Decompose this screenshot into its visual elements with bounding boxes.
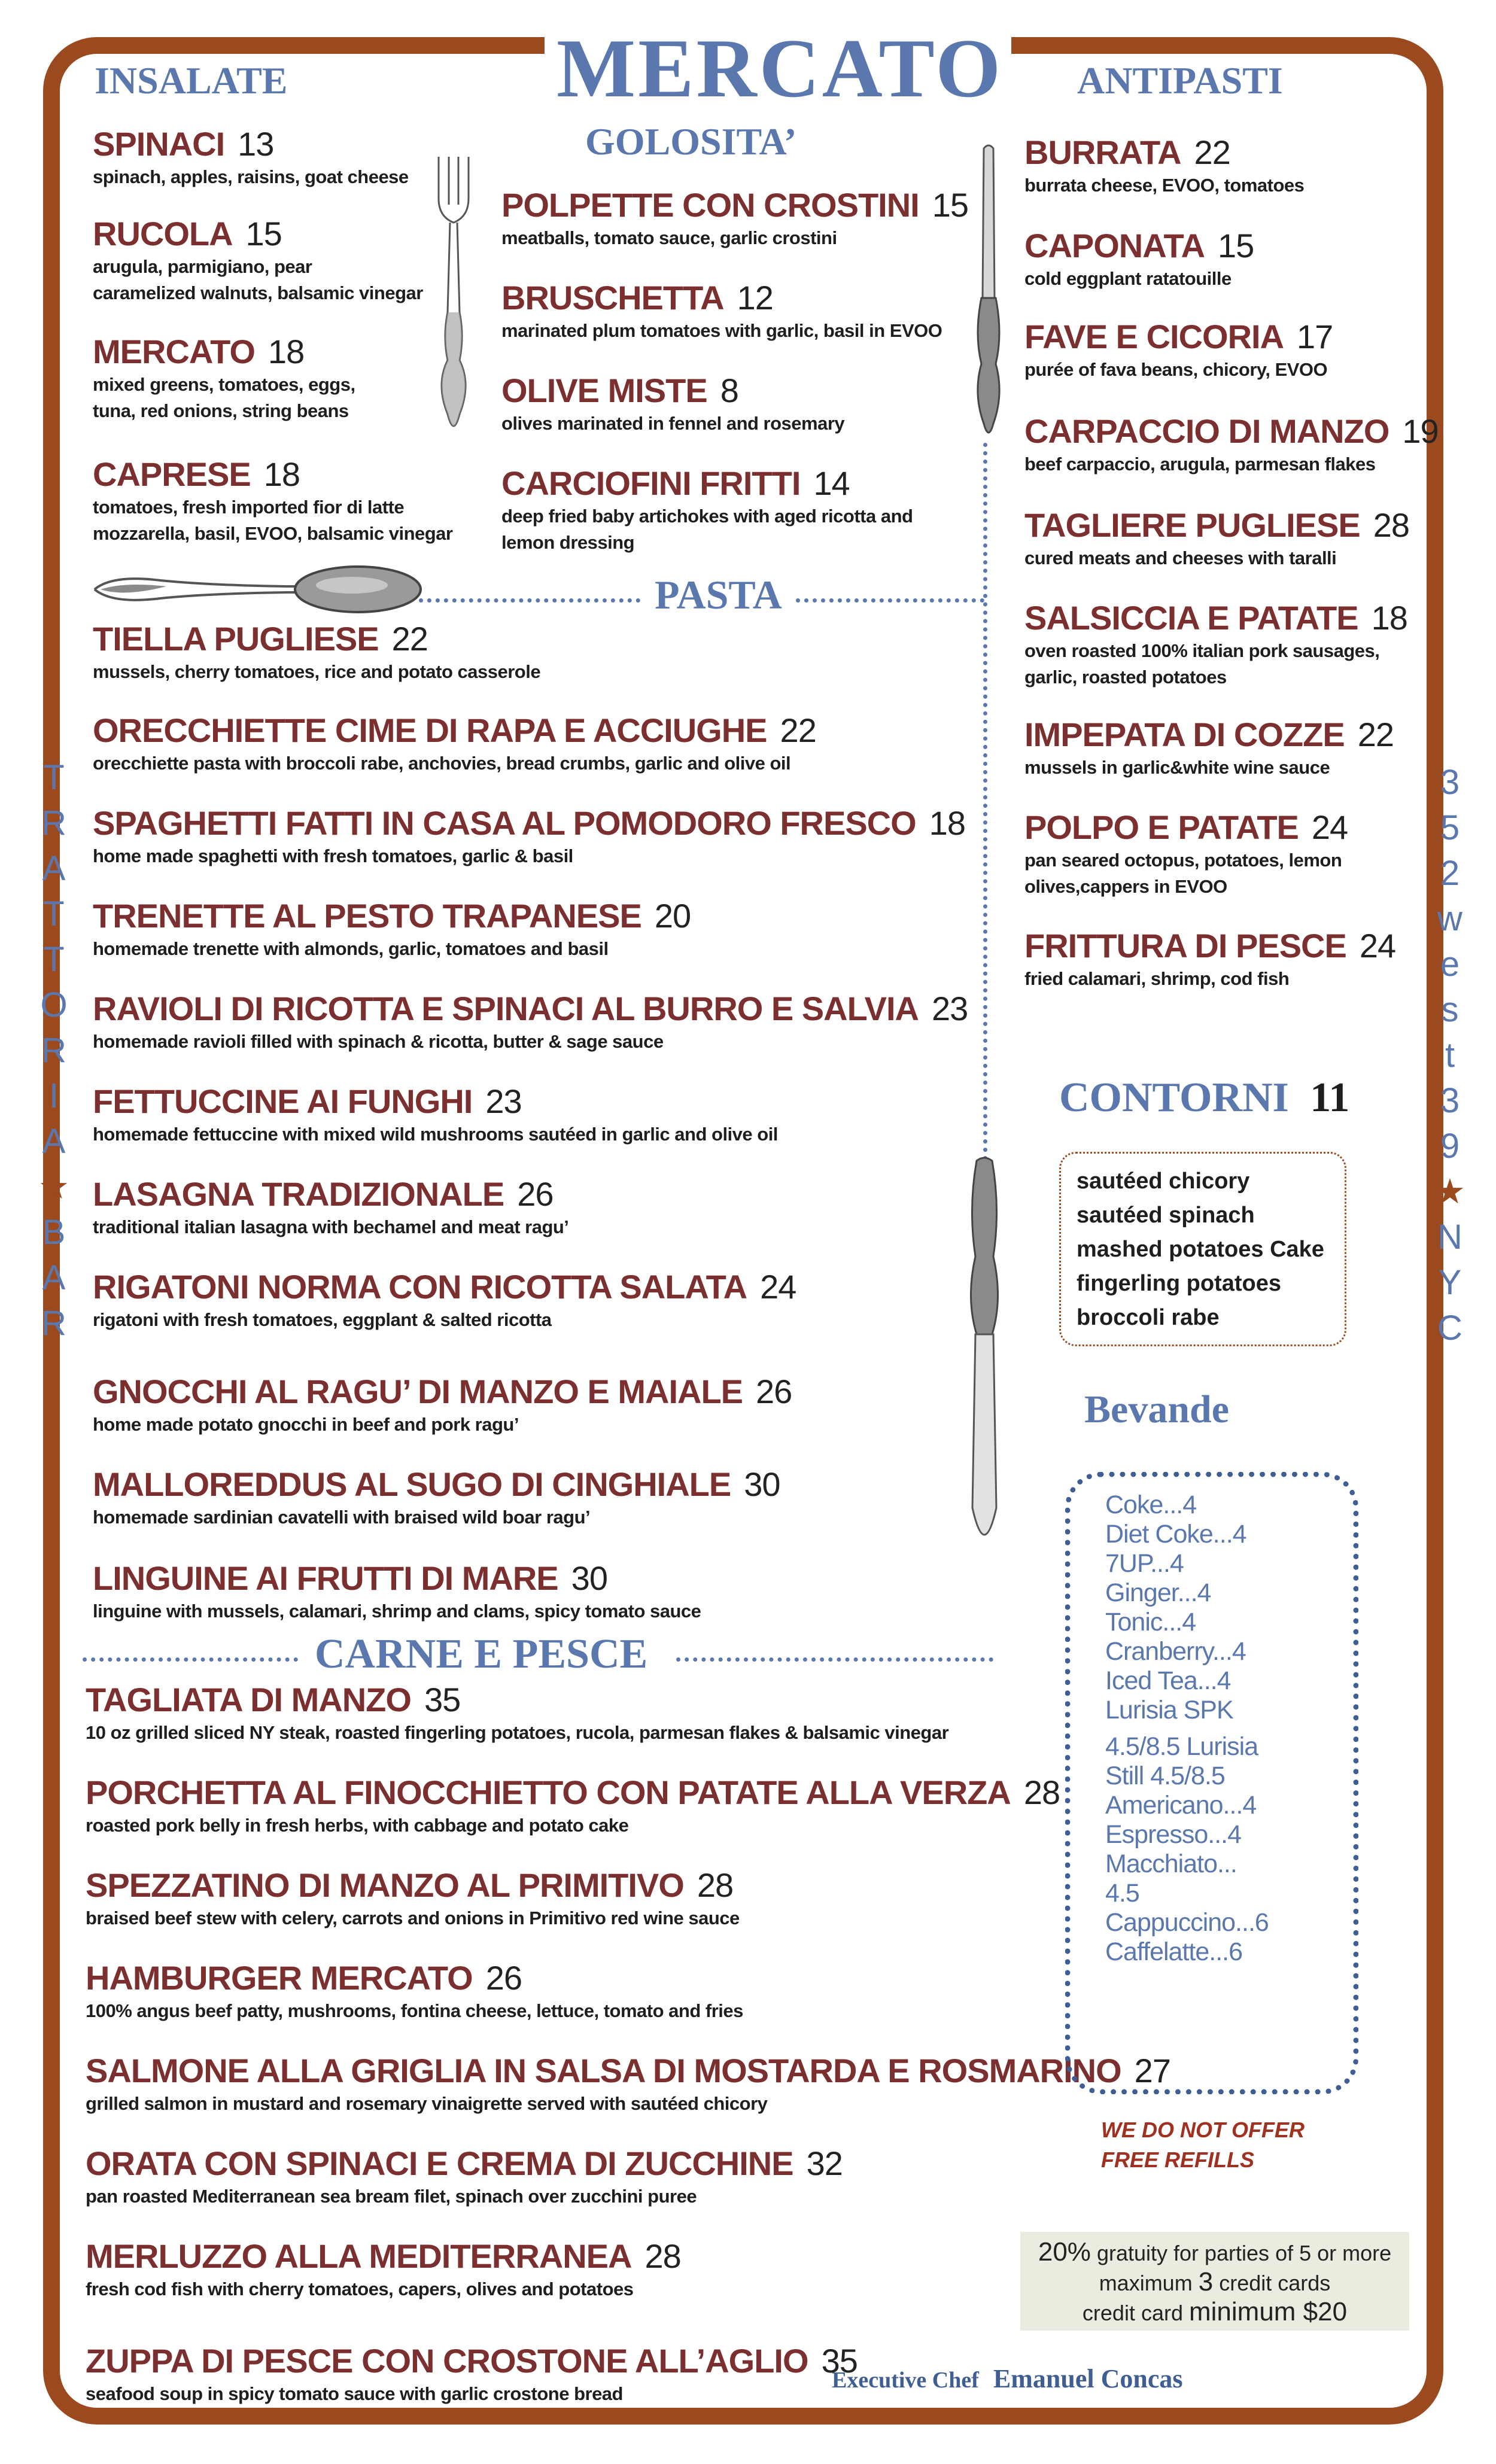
item-name — [93, 1267, 796, 1307]
contorno-item: sautéed spinach — [1077, 1203, 1255, 1228]
item-name-text: PORCHETTA AL FINOCCHIETTO CON PATATE ALLA VERZA — [86, 1774, 1011, 1811]
item-description: burrata cheese, EVOO, tomatoes — [1024, 175, 1305, 196]
item-name — [501, 278, 942, 318]
item-name — [93, 332, 355, 372]
item-price: 22 — [1357, 716, 1394, 753]
item-description: rigatoni with fresh tomatoes, eggplant & salted ricotta — [93, 1309, 552, 1330]
item-description: traditional italian lasagna with bechamel and meat ragu’ — [93, 1216, 569, 1237]
item-price: 22 — [391, 620, 428, 658]
item-name-text: SALSICCIA E PATATE — [1024, 599, 1358, 637]
item-price: 12 — [737, 279, 773, 317]
section-contorni — [1059, 1074, 1349, 1122]
side-letter: s — [1441, 990, 1459, 1029]
item-name — [86, 2144, 843, 2183]
menu-item — [1024, 412, 1439, 477]
menu-item — [93, 1559, 701, 1625]
menu-item — [93, 1082, 778, 1148]
menu-item — [86, 1866, 740, 1931]
bevanda-item: Cranberry...4 — [1105, 1637, 1246, 1666]
item-name — [501, 185, 968, 225]
item-price: 24 — [1311, 808, 1348, 846]
contorni-box — [1059, 1152, 1346, 1346]
side-letter: I — [48, 1076, 59, 1115]
chef-name: Emanuel Concas — [993, 2364, 1183, 2393]
item-name-text: POLPO E PATATE — [1024, 808, 1299, 846]
item-name-text: LASAGNA TRADIZIONALE — [93, 1175, 504, 1213]
side-letter: w — [1437, 899, 1462, 938]
item-price: 15 — [932, 186, 968, 224]
item-name-text: MALLOREDDUS AL SUGO DI CINGHIALE — [93, 1465, 731, 1503]
menu-item — [93, 896, 691, 962]
gratuity-percent: 20% — [1038, 2237, 1091, 2267]
side-letter: R — [41, 804, 66, 842]
menu-item — [86, 2051, 1170, 2117]
bevanda-item: Cappuccino...6 — [1105, 1908, 1269, 1937]
item-description: homemade ravioli filled with spinach & ricotta, butter & sage sauce — [93, 1031, 664, 1052]
menu-item — [501, 185, 968, 251]
item-price: 18 — [1371, 599, 1407, 637]
item-price: 26 — [485, 1959, 522, 1997]
item-name-text: FRITTURA DI PESCE — [1024, 927, 1346, 965]
bevanda-item: Caffelatte...6 — [1105, 1937, 1243, 1966]
item-name-text: LINGUINE AI FRUTTI DI MARE — [93, 1559, 558, 1597]
item-description: spinach, apples, raisins, goat cheese — [93, 166, 409, 187]
item-price: 15 — [245, 215, 282, 253]
refill-line: FREE REFILLS — [1101, 2147, 1255, 2172]
menu-item — [93, 124, 409, 190]
item-description: mussels, cherry tomatoes, rice and potato casserole — [93, 661, 541, 682]
item-description: fresh cod fish with cherry tomatoes, capers, olives and potatoes — [86, 2279, 634, 2299]
side-letter: B — [42, 1213, 66, 1252]
item-name — [1024, 317, 1333, 357]
item-description: oven roasted 100% italian pork sausages, garlic, roasted potatoes — [1024, 640, 1380, 688]
side-letter: T — [43, 940, 65, 979]
item-name — [93, 455, 452, 494]
menu-item — [86, 1680, 948, 1746]
side-letter: R — [41, 1304, 66, 1343]
item-name — [93, 896, 691, 936]
item-price: 35 — [424, 1681, 461, 1718]
menu-item — [93, 455, 452, 547]
menu-item — [93, 1267, 796, 1333]
item-description: marinated plum tomatoes with garlic, basil in EVOO — [501, 320, 942, 341]
item-description: pan seared octopus, potatoes, lemon olives,cappers in EVOO — [1024, 850, 1342, 897]
item-name-text: TIELLA PUGLIESE — [93, 620, 379, 658]
item-price: 18 — [267, 333, 305, 370]
item-name-text: CARCIOFINI FRITTI — [501, 464, 801, 502]
item-name-text: CARPACCIO DI MANZO — [1024, 412, 1389, 450]
menu-item — [93, 619, 540, 685]
item-description: cold eggplant ratatouille — [1024, 268, 1232, 289]
contorno-item: fingerling potatoes — [1077, 1271, 1281, 1296]
bevanda-item: Espresso...4 — [1105, 1820, 1241, 1849]
item-name — [93, 1175, 568, 1214]
item-price: 17 — [1297, 318, 1333, 355]
item-description: mixed greens, tomatoes, eggs, tuna, red onions, string beans — [93, 374, 355, 421]
item-price: 20 — [654, 897, 691, 935]
side-letter: T — [43, 895, 65, 933]
item-name — [93, 214, 423, 254]
item-name-text: MERCATO — [93, 333, 255, 370]
knife-illustration-bottom — [951, 1155, 1017, 1562]
menu-item — [86, 1958, 743, 2024]
vertical-divider — [983, 443, 987, 1161]
credit-card-max-label: maximum — [1099, 2271, 1193, 2295]
item-name-text: SPEZZATINO DI MANZO AL PRIMITIVO — [86, 1866, 684, 1904]
menu-item — [93, 1465, 780, 1531]
item-name-text: BURRATA — [1024, 133, 1181, 171]
carne-divider-left — [83, 1657, 298, 1662]
side-letter: N — [1437, 1218, 1462, 1257]
menu-item — [501, 464, 913, 556]
contorni-title: CONTORNI — [1059, 1075, 1289, 1121]
item-name-text: BRUSCHETTA — [501, 279, 724, 317]
item-name — [501, 464, 913, 503]
credit-card-line — [1020, 2268, 1409, 2298]
item-name-text: ZUPPA DI PESCE CON CROSTONE ALL’AGLIO — [86, 2342, 808, 2380]
side-letter: 5 — [1440, 808, 1460, 847]
item-name-text: ORATA CON SPINACI E CREMA DI ZUCCHINE — [86, 2144, 793, 2182]
side-letter: 9 — [1440, 1127, 1460, 1166]
section-pasta: PASTA — [646, 571, 790, 619]
item-name — [1024, 226, 1254, 266]
item-name — [1024, 412, 1439, 451]
credit-card-min-label: credit card — [1082, 2301, 1183, 2325]
item-description: orecchiette pasta with broccoli rabe, anchovies, bread crumbs, garlic and olive oil — [93, 753, 791, 774]
menu-item — [1024, 506, 1409, 571]
side-letter: C — [1437, 1309, 1462, 1347]
knife-illustration-top — [971, 142, 1007, 442]
item-name-text: CAPRESE — [93, 455, 251, 493]
item-name-text: ORECCHIETTE CIME DI RAPA E ACCIUGHE — [93, 711, 767, 749]
star-icon: ★ — [1434, 1172, 1465, 1211]
item-description: homemade fettuccine with mixed wild mushrooms sautéed in garlic and olive oil — [93, 1124, 778, 1145]
credit-card-min-line — [1020, 2298, 1409, 2328]
star-icon: ★ — [38, 1167, 69, 1206]
item-name-text: TAGLIERE PUGLIESE — [1024, 506, 1360, 544]
item-description: roasted pork belly in fresh herbs, with cabbage and potato cake — [86, 1815, 629, 1836]
menu-item — [1024, 317, 1333, 383]
menu-item — [1024, 133, 1304, 199]
section-carne-e-pesce: CARNE E PESCE — [306, 1631, 656, 1678]
item-name-text: FETTUCCINE AI FUNGHI — [93, 1082, 473, 1120]
item-description: tomatoes, fresh imported fior di latte mozzarella, basil, EVOO, balsamic vinegar — [93, 497, 453, 544]
item-name — [86, 1866, 740, 1905]
item-price: 15 — [1218, 227, 1254, 264]
section-golosita: GOLOSITA’ — [585, 120, 797, 163]
menu-item — [86, 2144, 843, 2210]
item-name — [93, 619, 540, 659]
item-name — [93, 804, 965, 843]
side-letter: R — [41, 1031, 66, 1070]
item-price: 14 — [813, 464, 850, 502]
item-name-text: SPINACI — [93, 125, 225, 163]
gratuity-text: gratuity for parties of 5 or more — [1096, 2241, 1392, 2265]
menu-item — [93, 332, 355, 424]
item-name-text: OLIVE MISTE — [501, 372, 707, 409]
item-name — [1024, 926, 1395, 966]
item-name-text: CAPONATA — [1024, 227, 1205, 264]
item-name — [93, 1465, 780, 1504]
item-price: 28 — [644, 2237, 681, 2275]
item-price: 32 — [806, 2144, 843, 2182]
side-letter: t — [1445, 1036, 1455, 1075]
menu-item — [1024, 715, 1394, 781]
item-description: linguine with mussels, calamari, shrimp and clams, spicy tomato sauce — [93, 1601, 701, 1622]
bevande-box — [1065, 1472, 1358, 2094]
refill-notice — [1101, 2115, 1305, 2175]
menu-item — [501, 278, 942, 344]
bevanda-item: Tonic...4 — [1105, 1608, 1196, 1636]
item-description: arugula, parmigiano, pear caramelized walnuts, balsamic vinegar — [93, 256, 423, 303]
item-name — [1024, 715, 1394, 755]
restaurant-title: MERCATO — [557, 22, 1004, 115]
item-name-text: RAVIOLI DI RICOTTA E SPINACI AL BURRO E SALVIA — [93, 990, 919, 1027]
bevanda-item: Coke...4 — [1105, 1490, 1197, 1519]
item-description: beef carpaccio, arugula, parmesan flakes — [1024, 454, 1376, 474]
item-description: home made spaghetti with fresh tomatoes, garlic & basil — [93, 845, 573, 866]
item-price: 19 — [1402, 412, 1439, 450]
item-price: 8 — [720, 372, 738, 409]
menu-item — [93, 711, 816, 777]
item-name — [86, 1773, 1060, 1812]
menu-item — [1024, 926, 1395, 992]
item-price: 30 — [744, 1465, 780, 1503]
gratuity-line — [1020, 2238, 1409, 2268]
bevanda-item: Diet Coke...4 — [1105, 1520, 1246, 1549]
credit-card-max-unit: credit cards — [1219, 2271, 1331, 2295]
item-price: 27 — [1134, 2052, 1170, 2089]
item-name — [86, 1958, 743, 1998]
item-price: 35 — [821, 2342, 858, 2380]
menu-item — [1024, 226, 1254, 292]
menu-item — [93, 804, 965, 869]
item-description: pan roasted Mediterranean sea bream filet, spinach over zucchini puree — [86, 2186, 697, 2207]
side-letter: Y — [1438, 1263, 1462, 1302]
contorno-item: broccoli rabe — [1077, 1305, 1220, 1330]
side-letter: 3 — [1440, 1081, 1460, 1120]
refill-line: WE DO NOT OFFER — [1101, 2118, 1305, 2142]
item-description: cured meats and cheeses with taralli — [1024, 547, 1337, 568]
item-price: 23 — [931, 990, 968, 1027]
menu-item — [86, 2237, 681, 2302]
item-price: 22 — [780, 711, 816, 749]
item-description: homemade sardinian cavatelli with braised wild boar ragu’ — [93, 1507, 591, 1528]
menu-item — [93, 1175, 568, 1240]
item-price: 30 — [571, 1559, 607, 1597]
item-description: deep fried baby artichokes with aged ricotta and lemon dressing — [501, 506, 913, 553]
bevanda-item: Ginger...4 — [1105, 1578, 1211, 1607]
item-price: 18 — [929, 804, 965, 842]
item-description: fried calamari, shrimp, cod fish — [1024, 968, 1290, 989]
item-description: grilled salmon in mustard and rosemary vinaigrette served with sautéed chicory — [86, 2093, 768, 2114]
item-description: seafood soup in spicy tomato sauce with garlic crostone bread — [86, 2383, 623, 2404]
pasta-divider-left — [419, 598, 640, 603]
bevanda-item: Iced Tea...4 — [1105, 1666, 1231, 1695]
item-name — [1024, 133, 1304, 172]
item-name — [86, 2341, 858, 2381]
item-name-text: RIGATONI NORMA CON RICOTTA SALATA — [93, 1268, 747, 1306]
item-description: 100% angus beef patty, mushrooms, fontina cheese, lettuce, tomato and fries — [86, 2000, 743, 2021]
bevanda-item: 4.5/8.5 Lurisia — [1105, 1732, 1258, 1761]
section-antipasti: ANTIPASTI — [1071, 59, 1289, 103]
item-description: purée of fava beans, chicory, EVOO — [1024, 359, 1328, 380]
side-letter: 3 — [1440, 763, 1460, 802]
item-description: meatballs, tomato sauce, garlic crostini — [501, 227, 837, 248]
item-name — [501, 371, 844, 410]
item-name-text: FAVE E CICORIA — [1024, 318, 1284, 355]
item-price: 26 — [517, 1175, 554, 1213]
item-price: 28 — [697, 1866, 734, 1904]
item-description: olives marinated in fennel and rosemary — [501, 413, 845, 434]
bevanda-item: Still 4.5/8.5 — [1105, 1762, 1225, 1790]
side-letter: A — [42, 1122, 66, 1161]
item-name — [86, 2051, 1170, 2091]
item-name-text: TRENETTE AL PESTO TRAPANESE — [93, 897, 641, 935]
executive-chef — [832, 2363, 1182, 2394]
item-price: 13 — [238, 125, 274, 163]
contorno-item: mashed potatoes Cake — [1077, 1237, 1324, 1262]
credit-card-min-amount: minimum $20 — [1189, 2297, 1348, 2326]
side-text-trattoria-bar — [33, 755, 75, 1346]
item-description: mussels in garlic&white wine sauce — [1024, 757, 1330, 778]
menu-item — [86, 2341, 858, 2407]
item-name-text: HAMBURGER MERCATO — [86, 1959, 473, 1997]
item-name — [1024, 506, 1409, 545]
item-name-text: POLPETTE CON CROSTINI — [501, 186, 919, 224]
side-letter: T — [43, 758, 65, 797]
bevanda-item: 4.5 — [1105, 1879, 1139, 1908]
item-name — [93, 124, 409, 164]
bevanda-item: Macchiato... — [1105, 1849, 1237, 1878]
side-letter: e — [1440, 945, 1460, 984]
section-insalate: INSALATE — [89, 59, 293, 103]
menu-item — [93, 1372, 792, 1438]
item-name-text: TAGLIATA DI MANZO — [86, 1681, 411, 1718]
fork-illustration — [430, 157, 478, 444]
side-letter: A — [42, 1258, 66, 1297]
item-description: 10 oz grilled sliced NY steak, roasted fingerling potatoes, rucola, parmesan flakes & balsamic vinegar — [86, 1722, 949, 1743]
item-name — [93, 1372, 792, 1412]
gratuity-box — [1020, 2232, 1409, 2331]
item-price: 28 — [1023, 1774, 1060, 1811]
section-bevande: Bevande — [1084, 1388, 1230, 1431]
item-price: 24 — [760, 1268, 796, 1306]
item-name-text: GNOCCHI AL RAGU’ DI MANZO E MAIALE — [93, 1373, 743, 1410]
item-name — [93, 989, 968, 1029]
item-price: 22 — [1194, 133, 1230, 171]
item-name-text: RUCOLA — [93, 215, 233, 253]
carne-divider-right — [676, 1657, 993, 1662]
credit-card-max-count: 3 — [1198, 2267, 1214, 2296]
chef-label: Executive Chef — [832, 2368, 979, 2393]
item-price: 26 — [756, 1373, 792, 1410]
side-letter: A — [42, 849, 66, 888]
menu-item — [86, 1773, 1060, 1839]
item-name-text: MERLUZZO ALLA MEDITERRANEA — [86, 2237, 632, 2275]
bevanda-item: Americano...4 — [1105, 1791, 1257, 1820]
item-price: 18 — [263, 455, 300, 493]
item-name — [93, 711, 816, 750]
spoon-illustration — [89, 562, 424, 616]
item-name — [93, 1082, 778, 1121]
menu-item — [93, 214, 423, 306]
item-name — [1024, 598, 1407, 638]
item-description: braised beef stew with celery, carrots and onions in Primitivo red wine sauce — [86, 1908, 740, 1928]
bevanda-item: 7UP...4 — [1105, 1549, 1184, 1578]
item-name-text: SALMONE ALLA GRIGLIA IN SALSA DI MOSTARDA E ROSMARINO — [86, 2052, 1121, 2089]
bevanda-item: Lurisia SPK — [1105, 1696, 1233, 1724]
side-letter: O — [40, 985, 68, 1024]
pasta-divider-right — [796, 598, 984, 603]
contorni-price: 11 — [1310, 1075, 1350, 1121]
item-description: home made potato gnocchi in beef and pork ragu’ — [93, 1414, 519, 1435]
item-price: 24 — [1359, 927, 1396, 965]
contorno-item: sautéed chicory — [1077, 1169, 1250, 1194]
item-price: 28 — [1373, 506, 1409, 544]
item-name — [86, 2237, 681, 2276]
menu-item — [501, 371, 844, 437]
menu-item — [1024, 808, 1348, 900]
side-text-address — [1429, 760, 1471, 1351]
item-name — [1024, 808, 1348, 847]
menu-item — [1024, 598, 1407, 690]
item-name-text: SPAGHETTI FATTI IN CASA AL POMODORO FRESCO — [93, 804, 916, 842]
side-letter: 2 — [1440, 854, 1460, 893]
item-name — [93, 1559, 701, 1598]
item-description: homemade trenette with almonds, garlic, tomatoes and basil — [93, 938, 609, 959]
menu-item — [93, 989, 968, 1055]
item-name — [86, 1680, 948, 1720]
item-price: 23 — [485, 1082, 522, 1120]
item-name-text: IMPEPATA DI COZZE — [1024, 716, 1345, 753]
